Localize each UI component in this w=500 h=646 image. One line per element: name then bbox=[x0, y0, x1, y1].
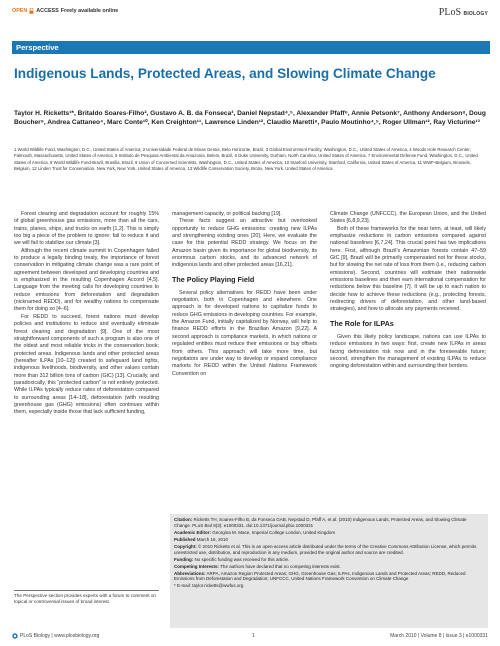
paragraph: management capacity, or political backing [19]. bbox=[172, 211, 282, 217]
perspective-note: The Perspective section provides experts with a forum to comment on topical or controversial issues of broad interest. bbox=[14, 590, 159, 605]
author-list: Taylor H. Ricketts¹*, Britaldo Soares-Filho², Gustavo A. B. da Fonseca³, Daniel Nepstad⁴,⁵, Alexander Pfaff⁶, Annie Petsonk⁷, Anthony Anderson⁸, Doug Boucher⁹, Andrea Cattaneo⁴, Marc Conte¹⁰, Ken Creighton¹¹, Lawrence Linden¹², Claudio Maretti⁸, Paulo Moutinho⁴,⁵, Roger Ullman¹², Ray Victurine¹³ bbox=[14, 110, 486, 127]
citation-row: Citation: Ricketts TH, Soares-Filho B, da Fonseca GAB, Nepstad D, Pfaff A, et al. (2010) Indigenous Lands, Protected Areas, and Slowing Climate Change. PLoS Biol 8(3): e1000331. doi:10.1371/journal.pbio.1000331 bbox=[174, 517, 467, 528]
paragraph: Forest clearing and degradation account for roughly 15% of global greenhouse gas emissions, more than all the cars, trains, planes, ships, and trucks on earth [1,2]. This is simply too big a piece of the problem to ignore; fail to reduce it and we will fail to stabilize our climate [3]. bbox=[14, 211, 159, 247]
plos-logo-icon bbox=[12, 633, 18, 639]
paragraph: Several policy alternatives for REDD have been under negotiation, both in Copenhagen and elsewhere. One approach is for developed nations to capitalize funds to reduce GHG emissions in developing countries. For example, the Amazon Fund, initially capitalized by Norway, will help to finance REDD efforts in the Brazilian Amazon [9,22]. A second approach is compliance markets, in which nations or regulated entities must reduce their emissions or buy offsets from others. This approach will take more time, but negotiators are under way to develop or expand compliance markets for REDD within the United Nations Framework Convention on bbox=[172, 289, 317, 377]
footer-issue-info: March 2010 | Volume 8 | Issue 3 | e1000331 bbox=[390, 633, 488, 639]
copyright-row: Copyright: © 2010 Ricketts et al. This is an open-access article distributed under the terms of the Creative Commons Attribution License, which permits unrestricted use, distribution, and reproduction in any medium, provided the original author and source are credited. bbox=[174, 543, 477, 555]
free-available-label: Freely available online bbox=[60, 8, 119, 14]
article-title: Indigenous Lands, Protected Areas, and Slowing Climate Change bbox=[14, 66, 436, 81]
journal-logo bbox=[439, 7, 488, 18]
paragraph: These facts suggest an attractive but overlooked opportunity to reduce GHG emissions: creating new ILPAs and strengthening existing ones [20]. Here, we evaluate the case for this potential REDD strategy. We focus on the Amazon basin given its importance for global biodiversity, its enormous carbon stocks, and its advanced network of indigenous lands and other protected areas [16,21]. bbox=[172, 218, 317, 269]
open-lock-icon bbox=[29, 8, 34, 14]
body-column-2 bbox=[172, 211, 317, 378]
section-heading-role: The Role for ILPAs bbox=[330, 318, 394, 328]
footer-left bbox=[12, 633, 99, 639]
access-label: ACCESS bbox=[36, 8, 59, 14]
body-column-1 bbox=[14, 211, 159, 417]
paragraph: Both of these frameworks for the near term, at least, will likely emphasize reductions in carbon emissions compared against national baselines [6,7,24]. This crucial point has two implications here. First, although Brazil’s Amazonian forests contain 47–59 GtC [9], Brazil will be primarily compensated not for these stocks, but for slowing the net rate of loss from them (i.e., reducing carbon emissions). Second, countries will estimate their nationwide emissions baselines and then earn international compensation for reductions below this baseline [7]. It will be up to each nation to decide how to achieve these reductions (e.g., protecting forests, redirecting drivers of deforestation, and other land-based strategies), and how to allocate any payments received. bbox=[330, 225, 486, 313]
abbreviations-row: Abbreviations: ARPA, Amazon Region Protected Areas; GHG, Greenhouse Gas; ILPAs, Indigenous Lands and Protected Areas; REDD, Reduced Emissions from Deforestation and Degradation; UNFCCC, United Nations Framework Convention on Climate Change bbox=[174, 570, 466, 582]
page-number: 1 bbox=[252, 633, 255, 639]
article-info-box bbox=[170, 514, 488, 628]
journal-logo-sub: BIOLOGY bbox=[463, 11, 488, 17]
published-row: Published March 16, 2010 bbox=[174, 536, 229, 542]
funding-row: Funding: No specific funding was received for this article. bbox=[174, 556, 290, 562]
paragraph: For REDD to succeed, forest nations must develop policies and institutions to reduce and eventually eliminate forest clearing and degradation [9]. One of the most straightforward components of such a program is also one of the oldest and most reliable tricks in the conservation book: protected areas. Indigenous lands and other protected areas (hereafter ILPAs [10–12]) created to safeguard land rights, indigenous livelihoods, biodiversity, and other values contain more than 312 billion tons of carbon (GtC) [13]. Crucially, and paradoxically, this “protected carbon” is not entirely protected. While ILPAs typically reduce rates of deforestation compared to surrounding areas [14–18], deforestation (with resulting greenhouse gas (GHG) emissions) often continues within them, especially inside those that lack sufficient funding, bbox=[14, 313, 159, 416]
footer-journal-url: PLoS Biology | www.plosbiology.org bbox=[20, 633, 100, 639]
affiliations: 1 World Wildlife Fund, Washington, D.C., United States of America, 2 Universidade Federal de Minas Gerais, Belo Horizonte, Brazil, 3 Global Environment Facility, Washington, D.C., United States of America, 4 Woods Hole Research Center, Falmouth, Massachusetts, United States of America, 5 Instituto de Pesquisa Ambiental da Amazonia, Belem, Brazil, 6 Duke University, Durham, North Carolina, United States of America, 7 Environmental Defense Fund, Washington, D.C., United States of America, 8 World Wildlife Fund-Brazil, Brasilia, Brazil, 9 Union of Concerned Scientists, Washington, D.C., United States of America, 10 Stanford University, Stanford, California, United States of America, 11 WWF-Belgium, Brussels, Belgium, 12 Linden Trust for Conservation, New York, New York, United States of America, 13 Wildlife Conservation Society, Bronx, New York, United States of America bbox=[14, 147, 478, 172]
section-bar: Perspective bbox=[12, 41, 490, 54]
open-access-badge bbox=[12, 8, 118, 14]
competing-interests-row: Competing Interests: The authors have declared that no competing interests exist. bbox=[174, 563, 341, 569]
journal-logo-main: PLoS bbox=[438, 7, 462, 18]
open-label: OPEN bbox=[12, 8, 28, 14]
body-column-3 bbox=[330, 211, 486, 371]
paragraph: Although the recent climate summit in Copenhagen failed to produce a legally binding treaty, the importance of forest conservation in mitigating climate change was a rare point of agreement between developed and developing countries and is emphasized in the resulting Copenhagen Accord [4,5]. Language from the meeting calls for developing countries to reduce emissions from deforestation and degradation (nicknamed REDD), and for wealthy nations to compensate them for doing so [4–6]. bbox=[14, 247, 159, 313]
section-heading-policy: The Policy Playing Field bbox=[172, 274, 255, 284]
email-row: * E-mail: taylor.ricketts@wwfus.org bbox=[174, 583, 244, 589]
paragraph: Climate Change (UNFCCC), the European Union, and the United States [6,8,9,23]. bbox=[330, 211, 486, 225]
paragraph: Given this likely policy landscape, nations can use ILPAs to reduce emissions in two ways: first, create new ILPAs in areas facing deforestation risk now and in the foreseeable future; second, strengthen the management of existing ILPAs to reduce ongoing deforestation within and surrounding their borders. bbox=[330, 333, 486, 370]
page-footer bbox=[12, 633, 488, 642]
editor-row: Academic Editor: Georgina M. Mace, Imperial College London, United Kingdom bbox=[174, 529, 336, 535]
journal-header bbox=[12, 8, 490, 20]
